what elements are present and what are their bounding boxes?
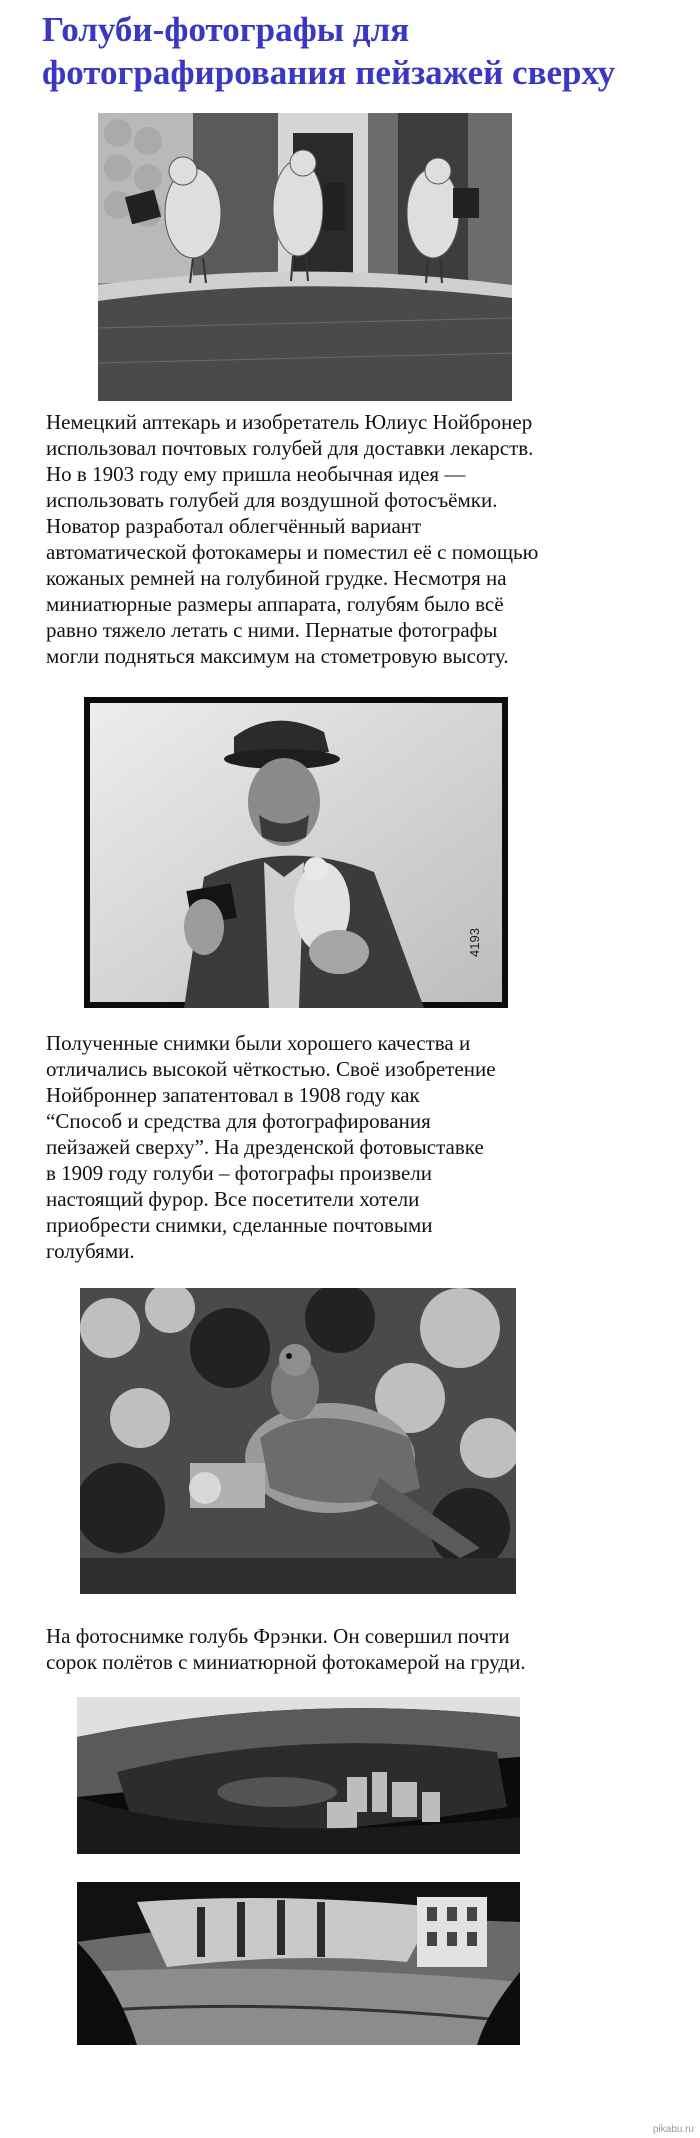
photo-three-pigeons bbox=[98, 113, 512, 401]
site-watermark: pikabu.ru bbox=[652, 2124, 694, 2135]
photo-aerial-buildings bbox=[77, 1882, 520, 2045]
article-title: Голуби-фотографы для фотографирования пейзажей сверху bbox=[42, 10, 616, 92]
paragraph-frankie: На фотоснимке голубь Фрэнки. Он совершил почти сорок полётов с миниатюрной фотокамерой на груди. bbox=[46, 1624, 526, 1674]
photo-aerial-town bbox=[77, 1697, 520, 1854]
photo-number-label: 4193 bbox=[467, 928, 482, 957]
paragraph-intro: Немецкий аптекарь и изобретатель Юлиус Нойбронер использовал почтовых голубей для доставки лекарств. Но в 1903 году ему пришла необычная идея — использовать голубей для воздушной фотосъёмки. Новатор разработал облегчённый вариант автоматической фотокамеры и поместил её с помощью кожаных ремней на голубиной грудке. Несмотря на миниатюрные размеры аппарата, голубям было всё равно тяжело летать с ними. Пернатые фотографы могли подняться максимум на стометровую высоту. bbox=[46, 410, 539, 668]
photo-inventor-with-pigeon bbox=[84, 697, 508, 1008]
photo-pigeon-frankie bbox=[80, 1288, 516, 1594]
paragraph-patent: Полученные снимки были хорошего качества и отличались высокой чёткостью. Своё изобретение Нойброннер запатентовал в 1908 году как “Способ и средства для фотографирования пейзажей сверху”. На дрезденской фотовыставке в 1909 году голуби – фотографы произвели настоящий фурор. Все посетители хотели приобрести снимки, сделанные почтовыми голубями. bbox=[46, 1031, 496, 1263]
